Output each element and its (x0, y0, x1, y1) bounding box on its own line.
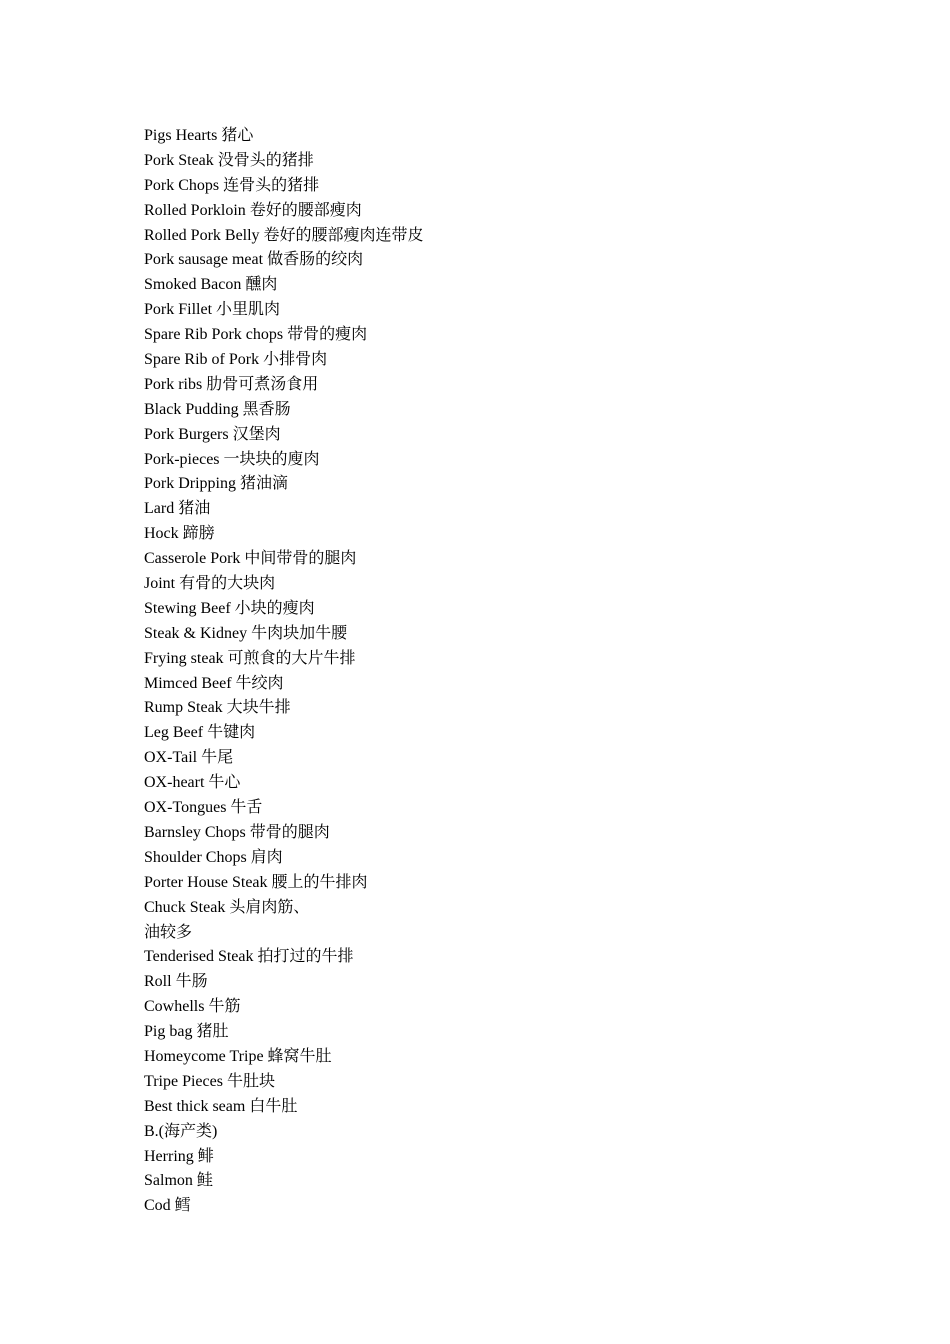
text-line: Porter House Steak 腰上的牛排肉 (144, 873, 368, 891)
text-line: B.(海产类) (144, 1122, 218, 1140)
text-line: Spare Rib of Pork 小排骨肉 (144, 351, 328, 369)
text-line: Homeycome Tripe 蜂窝牛肚 (144, 1047, 332, 1065)
text-line: Leg Beef 牛键肉 (144, 724, 256, 742)
text-line: Tripe Pieces 牛肚块 (144, 1072, 275, 1090)
text-line: Rump Steak 大块牛排 (144, 699, 291, 717)
text-line: Pig bag 猪肚 (144, 1023, 229, 1041)
text-line: Cowhells 牛筋 (144, 998, 241, 1016)
text-line: Barnsley Chops 带骨的腿肉 (144, 823, 330, 841)
text-line: Pork Dripping 猪油滴 (144, 475, 289, 493)
text-line: Pork Fillet 小里肌肉 (144, 301, 281, 319)
text-line: Chuck Steak 头肩肉筋、 (144, 898, 310, 916)
text-line: OX-Tongues 牛舌 (144, 799, 263, 817)
text-line: Best thick seam 白牛肚 (144, 1097, 298, 1115)
text-line: Pork Burgers 汉堡肉 (144, 425, 281, 443)
text-line: Casserole Pork 中间带骨的腿肉 (144, 550, 357, 568)
text-line: Shoulder Chops 肩肉 (144, 848, 283, 866)
text-line: Hock 蹄膀 (144, 525, 215, 543)
text-line: Pork ribs 肋骨可煮汤食用 (144, 375, 319, 393)
text-line: Spare Rib Pork chops 带骨的瘦肉 (144, 326, 368, 344)
text-line: Rolled Pork Belly 卷好的腰部瘦肉连带皮 (144, 226, 424, 244)
text-line: Stewing Beef 小块的瘦肉 (144, 599, 315, 617)
text-line: OX-heart 牛心 (144, 774, 241, 792)
text-line: Pork sausage meat 做香肠的绞肉 (144, 251, 364, 269)
text-line: Herring 鲱 (144, 1147, 214, 1165)
text-line: Lard 猪油 (144, 500, 211, 518)
text-line: Salmon 鲑 (144, 1172, 213, 1190)
text-line: Pork-pieces 一块块的廋肉 (144, 450, 320, 468)
glossary-text (144, 124, 864, 1219)
text-line: OX-Tail 牛尾 (144, 749, 234, 767)
text-line: Mimced Beef 牛绞肉 (144, 674, 284, 692)
text-line: Tenderised Steak 拍打过的牛排 (144, 948, 354, 966)
text-line: Frying steak 可煎食的大片牛排 (144, 649, 356, 667)
text-line: Pork Steak 没骨头的猪排 (144, 151, 314, 169)
text-line: Steak & Kidney 牛肉块加牛腰 (144, 624, 348, 642)
text-line: Pigs Hearts 猪心 (144, 127, 254, 144)
text-line: 油较多 (144, 923, 193, 941)
text-line: Cod 鳕 (144, 1197, 191, 1215)
text-line: Smoked Bacon 醺肉 (144, 276, 278, 294)
text-line: Roll 牛肠 (144, 973, 208, 991)
text-line: Joint 有骨的大块肉 (144, 575, 276, 593)
text-line: Rolled Porkloin 卷好的腰部瘦肉 (144, 201, 362, 219)
text-line: Pork Chops 连骨头的猪排 (144, 176, 320, 194)
text-line: Black Pudding 黑香肠 (144, 400, 291, 418)
